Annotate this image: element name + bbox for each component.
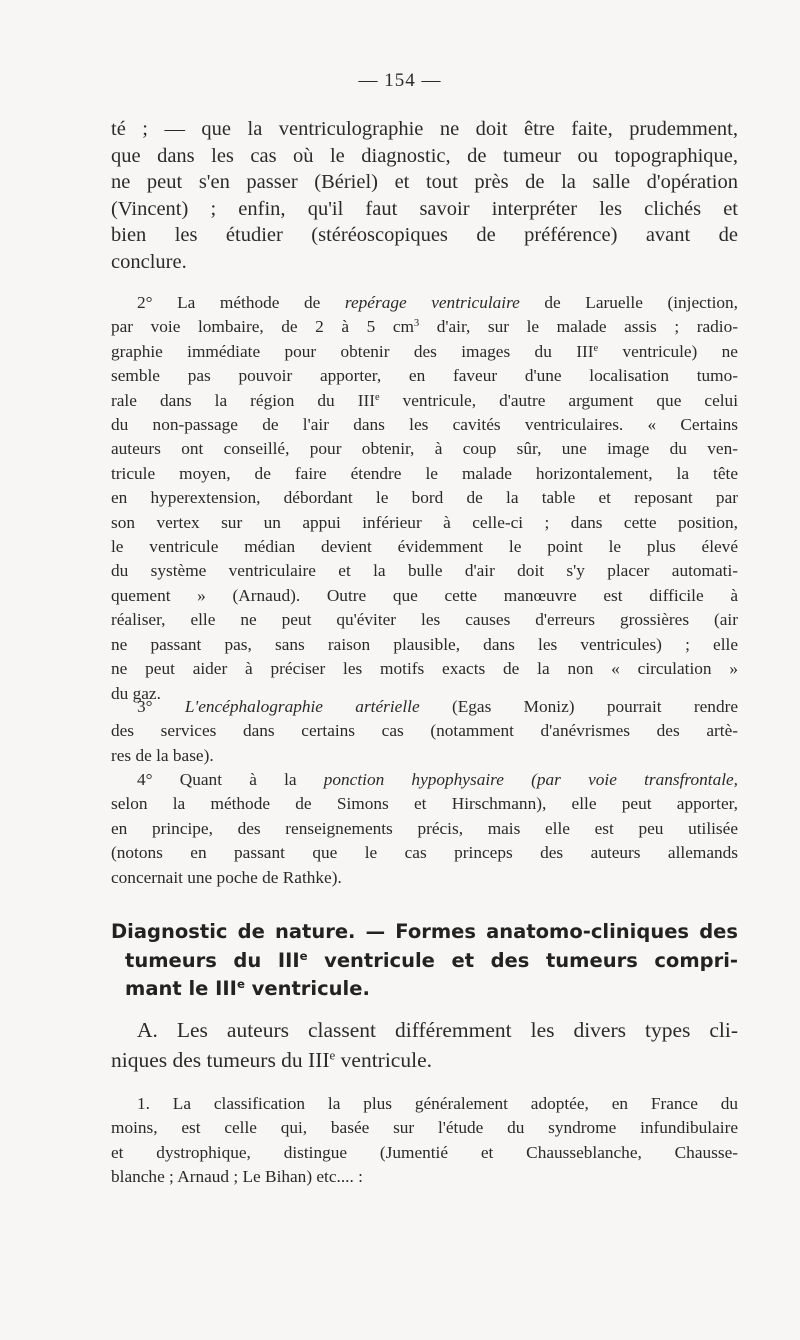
text-run: ventricule et des tumeurs compri- — [307, 948, 738, 972]
text-line — [111, 389, 738, 413]
superscript: e — [236, 976, 245, 991]
paragraph-classification — [111, 1092, 738, 1190]
text-line: du système ventriculaire et la bulle d'air doit s'y placer automati- — [111, 561, 738, 581]
text-line: en principe, des renseignements précis, mais elle est peu utilisée — [111, 818, 738, 838]
text-line: le ventricule médian devient évidemment le point le plus élevé — [111, 537, 738, 557]
text-line — [111, 340, 738, 364]
section-heading — [111, 918, 738, 1004]
text-line: du gaz. — [111, 683, 161, 703]
page-number: — 154 — — [358, 70, 442, 91]
paragraph-encephalographie — [111, 695, 738, 768]
text-line: conclure. — [111, 250, 187, 273]
text-line: A. Les auteurs classent différemment les divers types cli- — [137, 1018, 738, 1042]
italic-term: repérage ventriculaire — [344, 293, 520, 312]
text-line: 1. La classification la plus généralement adoptée, en France du — [137, 1094, 738, 1113]
text-line: moins, est celle qui, basée sur l'étude du syndrome infundibulaire — [111, 1118, 738, 1138]
text-run: de Laruelle (injection, — [519, 293, 738, 312]
text-run: (Egas Moniz) pourrait rendre — [419, 697, 739, 716]
heading-line — [111, 947, 738, 976]
text-line — [111, 1045, 738, 1075]
text-line: ne peut s'en passer (Bériel) et tout près de la salle d'opération — [111, 171, 738, 193]
text-line — [111, 291, 738, 315]
paragraph-section-a — [111, 1015, 738, 1075]
text-line — [111, 695, 738, 719]
text-line: son vertex sur un appui inférieur à celle-ci ; dans cette position, — [111, 512, 738, 532]
italic-term: ponction hypophysaire — [323, 770, 504, 789]
text-line: en hyperextension, débordant le bord de la table et reposant par — [111, 488, 738, 508]
text-run: tumeurs du III — [125, 948, 300, 972]
text-line: quement » (Arnaud). Outre que cette manœuvre est difficile à — [111, 585, 738, 605]
text-run: 3° — [137, 697, 185, 716]
text-line: (notons en passant que le cas princeps des auteurs allemands — [111, 843, 738, 863]
text-line: (Vincent) ; enfin, qu'il faut savoir interpréter les clichés et — [111, 197, 738, 220]
text-run: ventricule. — [244, 977, 370, 1000]
text-line: tricule moyen, de faire étendre le malade horizontalement, la tête — [111, 463, 738, 483]
text-line — [111, 315, 738, 339]
text-line: et dystrophique, distingue (Jumentié et Chausseblanche, Chausse- — [111, 1142, 738, 1162]
text-line: auteurs ont conseillé, pour obtenir, à coup sûr, une image du ven- — [111, 439, 738, 459]
text-line: selon la méthode de Simons et Hirschmann), elle peut apporter, — [111, 794, 738, 814]
italic-term: (par voie transfrontale, — [503, 770, 738, 789]
heading-line: Diagnostic de nature. — Formes anatomo-cliniques des — [111, 920, 738, 943]
text-line: réaliser, elle ne peut qu'éviter les causes d'erreurs grossières (air — [111, 610, 738, 630]
text-run: mant le III — [125, 977, 237, 1000]
superscript: e — [593, 342, 599, 354]
text-line: que dans les cas où le diagnostic, de tumeur ou topographique, — [111, 144, 738, 167]
text-line: concernait une poche de Rathke). — [111, 867, 342, 887]
superscript: e — [374, 391, 380, 403]
text-line: ne peut aider à préciser les motifs exacts de la non « circulation » — [111, 659, 738, 679]
text-run: d'air, sur le malade assis ; radio- — [419, 317, 738, 337]
text-run: 2° La méthode de — [137, 293, 345, 312]
paragraph-intro — [111, 116, 738, 275]
text-line: ne passant pas, sans raison plausible, dans les ventricules) ; elle — [111, 634, 738, 654]
text-run: niques des tumeurs du III — [111, 1048, 330, 1072]
text-line: bien les étudier (stéréoscopiques de préférence) avant de — [111, 224, 738, 246]
text-run: ventricule) ne — [598, 341, 738, 361]
italic-term: L'encéphalographie artérielle — [184, 697, 420, 716]
paragraph-ponction-hypophysaire — [111, 768, 738, 890]
text-run: rale dans la région du III — [111, 390, 375, 410]
superscript: e — [329, 1048, 336, 1063]
superscript: 3 — [413, 318, 420, 330]
text-run: par voie lombaire, de 2 à 5 cm — [111, 317, 414, 337]
superscript: e — [299, 948, 308, 963]
text-line: des services dans certains cas (notamment d'anévrismes des artè- — [111, 721, 738, 741]
text-line: du non-passage de l'air dans les cavités ventriculaires. « Certains — [111, 415, 738, 435]
text-line: res de la base). — [111, 745, 214, 765]
text-line: té ; — que la ventriculographie ne doit être faite, prudemment, — [111, 118, 738, 140]
paragraph-reperage-ventriculaire — [111, 291, 738, 706]
text-run: graphie immédiate pour obtenir des images du III — [111, 341, 594, 361]
text-run: ventricule, d'autre argument que celui — [379, 390, 738, 410]
text-line: semble pas pouvoir apporter, en faveur d'une localisation tumo- — [111, 366, 738, 386]
text-run: ventricule. — [335, 1048, 432, 1072]
text-line — [111, 768, 738, 792]
text-line: blanche ; Arnaud ; Le Bihan) etc.... : — [111, 1167, 363, 1187]
heading-line — [111, 975, 738, 1004]
text-run: 4° Quant à la — [137, 770, 324, 789]
